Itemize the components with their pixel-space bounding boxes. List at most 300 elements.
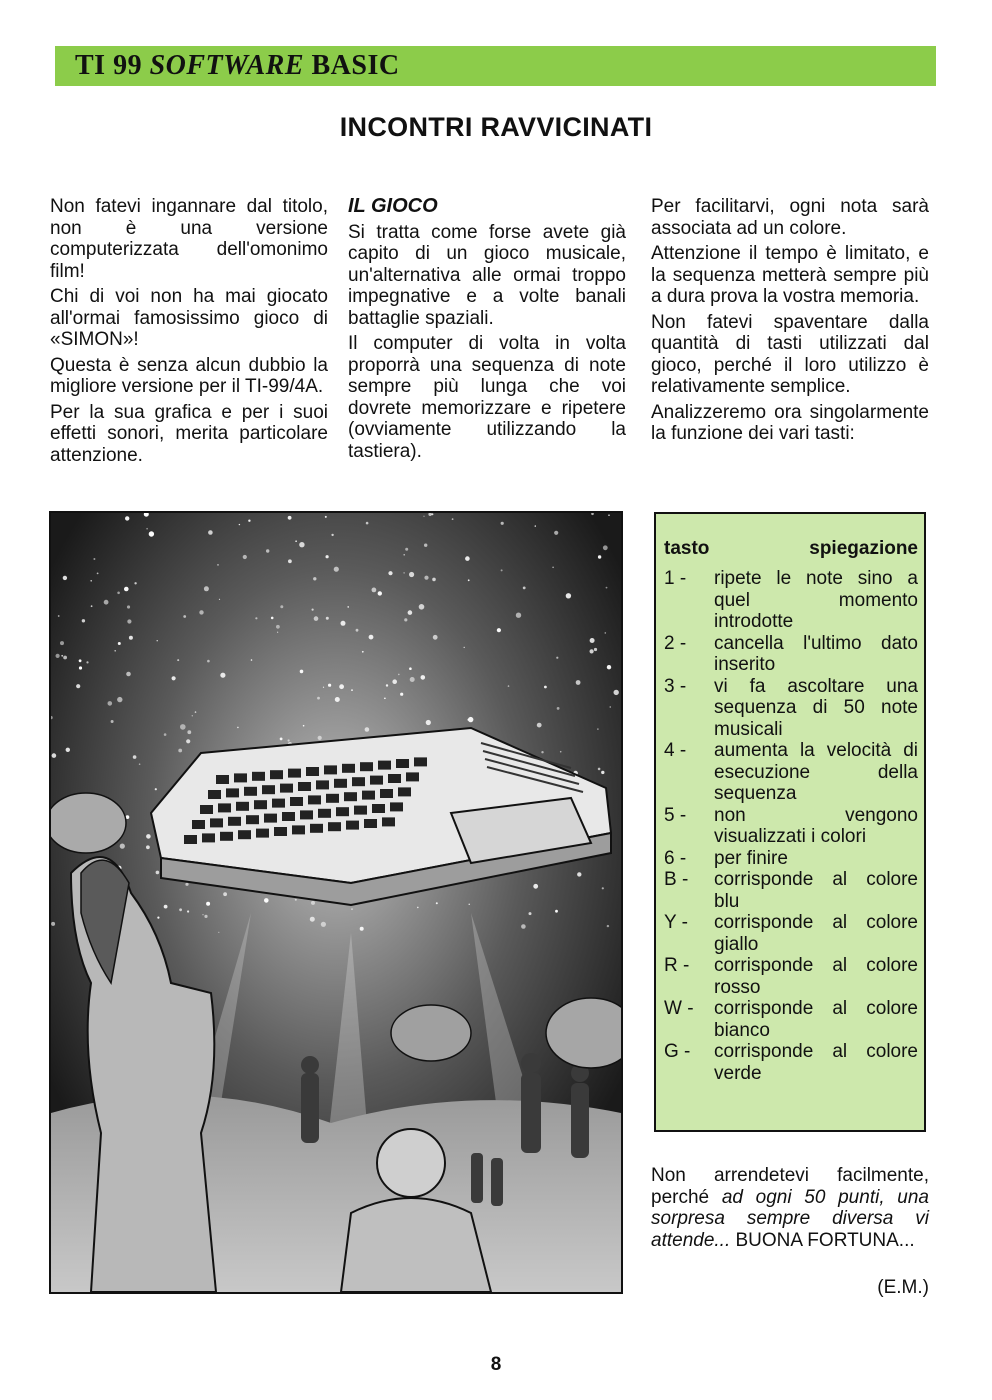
key xyxy=(208,790,221,799)
row-description: per finire xyxy=(714,847,788,869)
column-3 xyxy=(651,196,929,449)
star xyxy=(497,628,501,632)
star xyxy=(288,739,290,741)
row-key: W - xyxy=(664,998,694,1019)
star xyxy=(321,922,326,927)
key xyxy=(336,807,349,816)
star xyxy=(248,520,250,522)
star xyxy=(516,613,521,618)
star xyxy=(295,899,297,901)
star xyxy=(66,748,70,752)
star xyxy=(469,904,470,905)
star xyxy=(417,907,419,909)
star xyxy=(560,751,562,753)
star xyxy=(537,723,542,728)
star xyxy=(369,635,374,640)
star xyxy=(552,567,554,569)
star xyxy=(117,592,120,595)
star xyxy=(419,604,425,610)
row-description: ripete le note sino a quel momento introdotte xyxy=(714,568,918,632)
key xyxy=(326,794,339,803)
star xyxy=(295,540,297,542)
key xyxy=(238,830,251,839)
key xyxy=(226,788,239,797)
article-title: INCONTRI RAVVICINATI xyxy=(339,112,653,142)
star xyxy=(51,922,55,926)
key xyxy=(216,775,229,784)
star xyxy=(326,617,329,620)
star xyxy=(146,845,150,849)
row-description: corrisponde al colore giallo xyxy=(714,912,918,955)
star xyxy=(255,617,257,619)
star xyxy=(180,724,186,730)
star xyxy=(90,580,92,582)
star xyxy=(372,588,377,593)
star xyxy=(219,599,220,600)
key xyxy=(282,812,295,821)
star xyxy=(405,548,408,551)
key xyxy=(292,825,305,834)
header-title xyxy=(75,50,400,82)
closing-text-italic: ad ogni 50 punti, una sorpresa sempre diversa vi attende... xyxy=(651,1186,929,1251)
star xyxy=(410,677,415,682)
star xyxy=(325,516,327,518)
table-row xyxy=(664,568,918,633)
star xyxy=(351,689,353,691)
star xyxy=(61,655,63,657)
key xyxy=(378,761,391,770)
key xyxy=(364,819,377,828)
star xyxy=(183,615,186,618)
star xyxy=(334,567,339,572)
star xyxy=(400,693,403,696)
key xyxy=(254,800,267,809)
star xyxy=(63,576,67,580)
star xyxy=(508,685,510,687)
header-software: SOFTWARE xyxy=(149,50,304,81)
star xyxy=(341,621,346,626)
key xyxy=(344,792,357,801)
row-description: corrisponde al colore bianco xyxy=(714,998,918,1041)
key xyxy=(352,777,365,786)
header-tasto: tasto xyxy=(664,538,710,559)
star xyxy=(317,697,320,700)
star xyxy=(366,522,369,525)
star xyxy=(199,610,203,614)
star xyxy=(187,910,189,912)
star xyxy=(243,555,247,559)
star xyxy=(594,648,597,651)
star xyxy=(134,582,136,584)
star xyxy=(251,659,253,661)
star xyxy=(156,871,160,875)
star xyxy=(501,522,504,525)
key xyxy=(246,815,259,824)
star xyxy=(501,569,503,571)
star xyxy=(192,715,193,716)
row-key: 1 - xyxy=(664,568,687,589)
col3-paragraph-1: Per facilitarvi, ogni nota sarà associata ad un colore. xyxy=(651,196,929,239)
table-row xyxy=(664,869,918,912)
col3-paragraph-2: Attenzione il tempo è limitato, e la sequenza metterà sempre più a dura prova la vostra memoria. xyxy=(651,243,929,307)
row-description: corrisponde al colore verde xyxy=(714,1041,918,1084)
row-description: cancella l'ultimo dato inserito xyxy=(714,632,918,675)
key xyxy=(274,827,287,836)
star xyxy=(187,730,191,734)
header-bar xyxy=(55,46,936,86)
row-key: Y - xyxy=(664,912,688,933)
star xyxy=(384,698,386,700)
star xyxy=(164,733,167,736)
key-table xyxy=(654,512,926,1132)
star xyxy=(204,915,207,918)
star xyxy=(328,684,331,687)
table-row xyxy=(664,740,918,805)
star xyxy=(597,728,598,729)
star xyxy=(610,706,611,707)
star xyxy=(433,635,438,640)
star xyxy=(129,636,133,640)
star xyxy=(178,749,182,753)
star xyxy=(362,651,364,653)
star xyxy=(155,788,157,790)
star xyxy=(207,660,210,663)
star xyxy=(220,673,225,678)
star xyxy=(606,587,608,589)
star xyxy=(452,518,454,520)
star xyxy=(421,675,426,680)
star xyxy=(312,609,314,611)
star xyxy=(264,898,269,903)
star xyxy=(125,516,129,520)
row-description: vi fa ascoltare una sequenza di 50 note musicali xyxy=(714,675,918,740)
star xyxy=(208,530,213,535)
star xyxy=(218,932,219,933)
star xyxy=(186,739,190,743)
key xyxy=(272,799,285,808)
key xyxy=(234,773,247,782)
star xyxy=(82,619,85,622)
star xyxy=(237,727,239,729)
key xyxy=(202,833,215,842)
key xyxy=(346,821,359,830)
page-number: 8 xyxy=(490,1354,502,1375)
star xyxy=(339,684,344,689)
key xyxy=(380,789,393,798)
table-row xyxy=(664,912,918,955)
star xyxy=(93,558,95,560)
star xyxy=(465,556,470,561)
closing-text-2: BUONA FORTUNA... xyxy=(730,1229,915,1251)
key xyxy=(228,817,241,826)
star xyxy=(204,586,209,591)
header-spiegazione: spiegazione xyxy=(809,538,918,559)
header-ti99: TI 99 xyxy=(75,50,150,81)
row-key: B - xyxy=(664,869,689,890)
star xyxy=(111,720,114,723)
key xyxy=(236,802,249,811)
star xyxy=(392,679,397,684)
key xyxy=(218,803,231,812)
star xyxy=(601,771,604,774)
star xyxy=(79,659,82,662)
key xyxy=(310,824,323,833)
key xyxy=(388,774,401,783)
star xyxy=(408,610,413,615)
key xyxy=(200,805,213,814)
star xyxy=(271,617,274,620)
key xyxy=(256,829,269,838)
star xyxy=(56,654,60,658)
key xyxy=(382,817,395,826)
star xyxy=(91,605,93,607)
table-row xyxy=(664,633,918,676)
row-key: 6 - xyxy=(664,847,687,869)
star xyxy=(398,674,400,676)
star xyxy=(468,579,470,581)
star xyxy=(172,676,176,680)
row-key: R - xyxy=(664,955,690,976)
star xyxy=(318,736,322,740)
star xyxy=(351,908,353,910)
column-1 xyxy=(50,196,328,470)
star xyxy=(179,908,182,911)
star xyxy=(602,887,604,889)
star xyxy=(603,545,608,550)
star xyxy=(52,753,57,758)
star xyxy=(177,659,179,661)
star xyxy=(409,667,412,670)
star xyxy=(557,707,560,710)
star xyxy=(403,572,404,573)
key xyxy=(192,820,205,829)
key xyxy=(406,772,419,781)
key xyxy=(316,780,329,789)
star xyxy=(63,656,67,660)
key xyxy=(290,797,303,806)
table-rows xyxy=(664,568,918,1084)
col1-paragraph-1: Non fatevi ingannare dal titolo, non è una versione computerizzata dell'omonimo film! xyxy=(50,196,328,282)
star xyxy=(118,642,121,645)
key xyxy=(244,787,257,796)
key xyxy=(288,769,301,778)
key xyxy=(252,772,265,781)
star xyxy=(607,665,611,669)
key xyxy=(306,767,319,776)
key xyxy=(210,818,223,827)
star xyxy=(146,834,151,839)
table-row xyxy=(664,805,918,848)
star xyxy=(554,531,558,535)
star xyxy=(388,571,392,575)
column-2 xyxy=(348,196,626,466)
row-key: 5 - xyxy=(664,804,687,826)
col3-paragraph-4: Analizzeremo ora singolarmente la funzione dei vari tasti: xyxy=(651,401,929,444)
star xyxy=(590,649,594,653)
row-description: corrisponde al colore rosso xyxy=(714,955,918,998)
star xyxy=(127,619,131,623)
table-row xyxy=(664,955,918,998)
table-row xyxy=(664,676,918,741)
star xyxy=(58,615,60,617)
star xyxy=(76,684,80,688)
star xyxy=(127,605,130,608)
star xyxy=(146,528,148,530)
star xyxy=(97,573,99,575)
key xyxy=(262,785,275,794)
star xyxy=(311,901,315,905)
star xyxy=(314,616,319,621)
key xyxy=(298,782,311,791)
key xyxy=(360,762,373,771)
col1-paragraph-3: Questa è senza alcun dubbio la migliore versione per il TI-99/4A. xyxy=(50,354,328,397)
star xyxy=(436,902,438,904)
key xyxy=(370,776,383,785)
star xyxy=(86,661,88,663)
key xyxy=(220,832,233,841)
row-key: 4 - xyxy=(664,740,687,761)
star xyxy=(202,914,203,915)
star xyxy=(310,917,315,922)
key xyxy=(414,757,427,766)
star xyxy=(124,587,129,592)
key xyxy=(362,791,375,800)
key xyxy=(308,795,321,804)
star xyxy=(365,727,370,732)
row-description: non vengono visualizzati i colori xyxy=(714,804,918,847)
row-description: corrisponde al colore blu xyxy=(714,869,918,912)
star xyxy=(104,600,109,605)
star xyxy=(276,625,280,629)
row-key: 2 - xyxy=(664,632,687,654)
closing-paragraph xyxy=(651,1165,929,1251)
key xyxy=(280,784,293,793)
star xyxy=(331,534,333,536)
illustration-drawing xyxy=(51,513,621,1292)
key xyxy=(372,804,385,813)
star xyxy=(533,884,538,889)
star xyxy=(409,572,414,577)
star xyxy=(300,670,304,674)
col2-paragraph-1: Si tratta come forse avete già capito di un gioco musicale, un'alternativa alle ormai troppo impegnative e a volte banali battaglie spaziali. xyxy=(348,221,626,329)
row-key: G - xyxy=(664,1041,691,1062)
star xyxy=(424,544,427,547)
star xyxy=(313,577,316,580)
col1-paragraph-4: Per la sua grafica e per i suoi effetti sonori, merita particolare attenzione. xyxy=(50,401,328,466)
star xyxy=(541,751,543,753)
star xyxy=(432,578,436,582)
header-basic: BASIC xyxy=(304,50,400,81)
key xyxy=(354,806,367,815)
key xyxy=(398,787,411,796)
star xyxy=(356,629,359,632)
row-key: 3 - xyxy=(664,675,687,697)
star xyxy=(523,587,526,590)
star xyxy=(149,531,154,536)
star xyxy=(598,555,601,558)
star xyxy=(521,924,526,929)
key xyxy=(184,835,197,844)
star xyxy=(120,844,125,849)
star xyxy=(529,912,532,915)
key xyxy=(390,802,403,811)
star xyxy=(426,720,431,725)
key xyxy=(264,814,277,823)
star xyxy=(468,717,473,722)
col1-paragraph-2: Chi di voi non ha mai giocato all'ormai famosissimo gioco di «SIMON»! xyxy=(50,286,328,350)
star xyxy=(288,516,292,520)
star xyxy=(303,725,305,727)
table-row xyxy=(664,848,918,870)
star xyxy=(608,514,610,516)
star xyxy=(598,768,601,771)
key xyxy=(300,810,313,819)
star xyxy=(217,564,219,566)
star xyxy=(347,606,349,608)
key xyxy=(342,764,355,773)
star xyxy=(108,701,113,706)
key xyxy=(318,809,331,818)
star xyxy=(280,738,283,741)
key xyxy=(334,779,347,788)
star xyxy=(185,883,188,886)
star xyxy=(288,559,292,563)
star xyxy=(133,755,137,759)
col3-paragraph-3: Non fatevi spaventare dalla quantità di tasti utilizzati dal gioco, perché il loro utilizzo è relativamente semplice. xyxy=(651,311,929,397)
star xyxy=(326,555,329,558)
star xyxy=(266,549,269,552)
key xyxy=(324,765,337,774)
star xyxy=(605,632,607,634)
star xyxy=(223,892,227,896)
star xyxy=(277,632,278,633)
closing-text-1: Non arrendetevi facilmente, perché xyxy=(651,1165,929,1208)
star xyxy=(544,686,547,689)
star xyxy=(335,697,340,702)
star xyxy=(566,593,571,598)
star xyxy=(404,618,407,621)
star xyxy=(79,666,82,669)
star xyxy=(164,905,168,909)
table-row xyxy=(664,1041,918,1084)
star xyxy=(114,650,116,652)
star xyxy=(299,542,304,547)
star xyxy=(614,690,619,695)
star xyxy=(424,576,428,580)
star xyxy=(556,657,558,659)
star xyxy=(607,925,609,927)
star xyxy=(280,605,283,608)
star xyxy=(423,516,424,517)
table-row xyxy=(664,998,918,1041)
star xyxy=(378,591,382,595)
star xyxy=(157,640,158,641)
star xyxy=(117,697,122,702)
computer-illustration xyxy=(49,511,623,1294)
star xyxy=(403,554,405,556)
col2-paragraph-2: Il computer di volta in volta proporrà una sequenza di note sempre più lunga che voi dovrete memorizzare e ripetere (ovviamente utilizzando la tastiera). xyxy=(348,333,626,462)
key xyxy=(328,822,341,831)
star xyxy=(576,680,581,685)
author-signature: (E.M.) xyxy=(877,1277,929,1298)
star xyxy=(386,684,388,686)
section-heading: IL GIOCO xyxy=(348,195,438,217)
star xyxy=(555,910,558,913)
row-description: aumenta la velocità di esecuzione della sequenza xyxy=(714,740,918,804)
key xyxy=(396,759,409,768)
star xyxy=(360,927,364,931)
star xyxy=(206,902,210,906)
